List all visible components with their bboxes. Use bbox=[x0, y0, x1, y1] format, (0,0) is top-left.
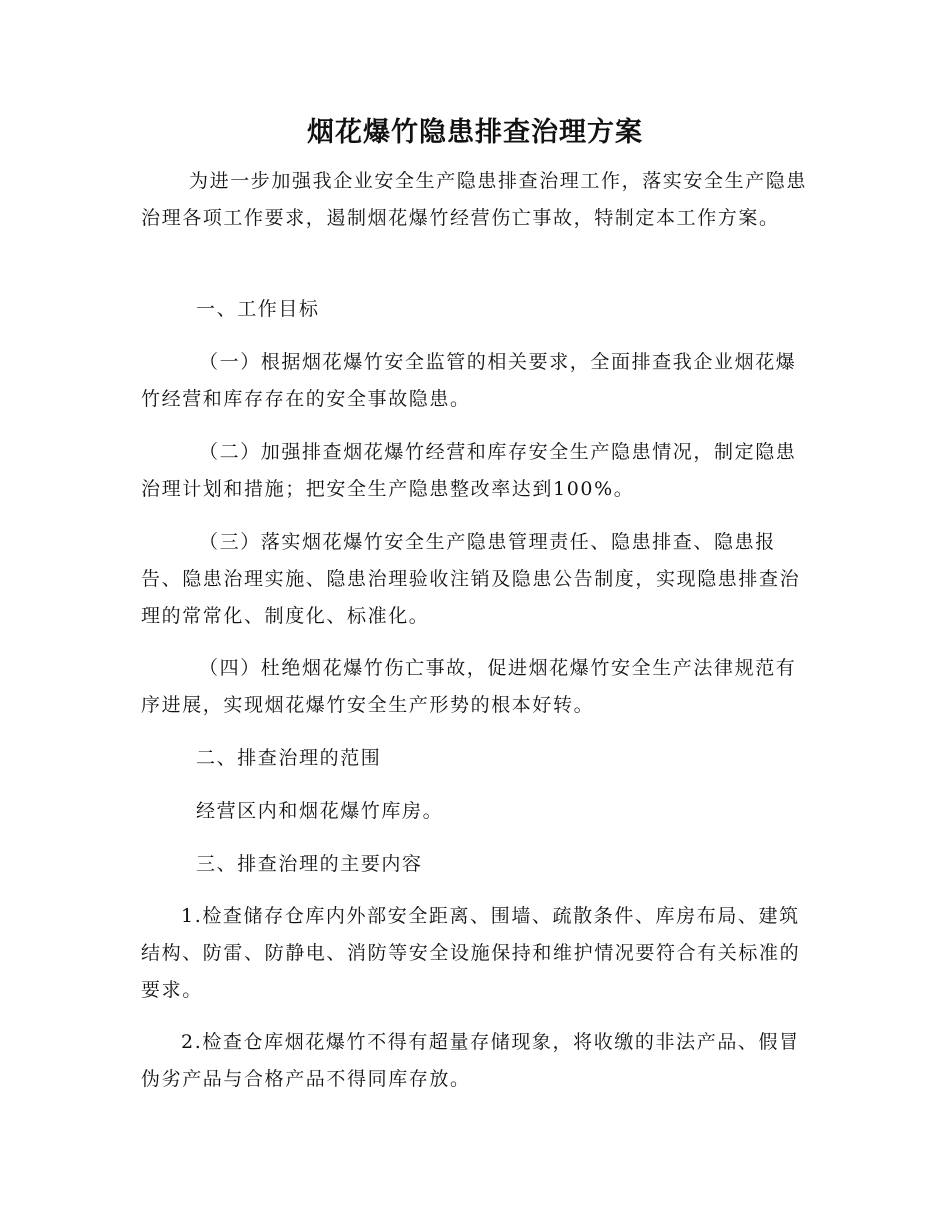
section-heading-content: 三、排查治理的主要内容 bbox=[196, 853, 423, 875]
scope-body: 经营区内和烟花爆竹库房。 bbox=[196, 800, 444, 822]
section-heading-goals: 一、工作目标 bbox=[196, 298, 320, 320]
content-item-2: 2.检查仓库烟花爆竹不得有超量存储现象，将收缴的非法产品、假冒伪劣产品与合格产品不得同库存放。 bbox=[141, 1031, 800, 1090]
goal-item-3: （三）落实烟花爆竹安全生产隐患管理责任、隐患排查、隐患报告、隐患治理实施、隐患治理验收注销及隐患公告制度，实现隐患排查治理的常常化、制度化、标准化。 bbox=[141, 531, 801, 627]
goal-item-1: （一）根据烟花爆竹安全监管的相关要求，全面排查我企业烟花爆竹经营和库存存在的安全事故隐患。 bbox=[141, 351, 797, 410]
section-heading-scope: 二、排查治理的范围 bbox=[196, 747, 382, 769]
intro-paragraph: 为进一步加强我企业安全生产隐患排查治理工作，落实安全生产隐患治理各项工作要求，遏制烟花爆竹经营伤亡事故，特制定本工作方案。 bbox=[141, 170, 808, 229]
goal-item-4: （四）杜绝烟花爆竹伤亡事故，促进烟花爆竹安全生产法律规范有序进展，实现烟花爆竹安全生产形势的根本好转。 bbox=[141, 657, 797, 716]
goal-item-2: （二）加强排查烟花爆竹经营和库存安全生产隐患情况，制定隐患治理计划和措施；把安全生产隐患整改率达到100%。 bbox=[141, 441, 797, 500]
content-item-1: 1.检查储存仓库内外部安全距离、围墙、疏散条件、库房布局、建筑结构、防雷、防静电、消防等安全设施保持和维护情况要符合有关标准的要求。 bbox=[141, 905, 801, 1001]
document-title: 烟花爆竹隐患排查治理方案 bbox=[307, 117, 643, 148]
